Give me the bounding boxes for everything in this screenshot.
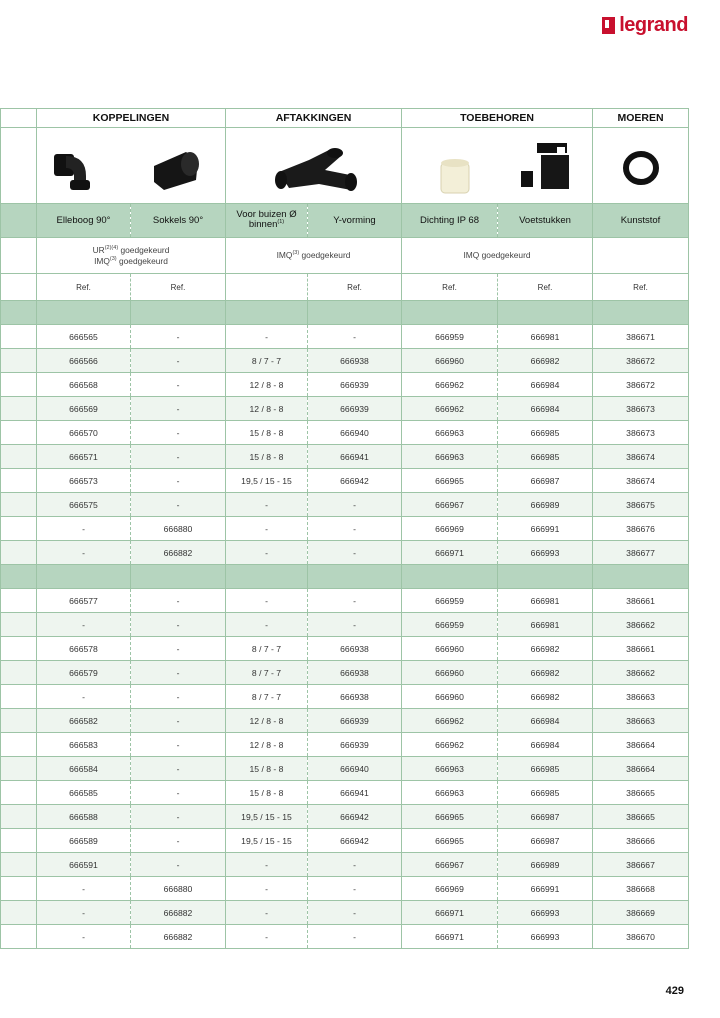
table-cell: 19,5 / 15 - 15 — [226, 469, 308, 493]
table-cell: - — [226, 925, 308, 949]
side-cell — [1, 925, 37, 949]
table-cell: 666963 — [402, 781, 498, 805]
table-cell: - — [37, 901, 131, 925]
table-cell: 666938 — [308, 349, 402, 373]
table-row — [1, 421, 689, 445]
section-band-cell — [131, 301, 226, 325]
table-cell: 386672 — [593, 373, 689, 397]
table-cell: 666939 — [308, 373, 402, 397]
col-sokkels: Sokkels 90° — [131, 204, 226, 238]
table-row — [1, 469, 689, 493]
certification-row — [1, 238, 689, 274]
table-cell: 19,5 / 15 - 15 — [226, 829, 308, 853]
table-cell: 8 / 7 - 7 — [226, 661, 308, 685]
side-cell — [1, 685, 37, 709]
table-cell: - — [226, 901, 308, 925]
side-cell — [1, 325, 37, 349]
table-cell: 15 / 8 - 8 — [226, 421, 308, 445]
table-cell: 666962 — [402, 397, 498, 421]
section-band-cell — [402, 565, 498, 589]
table-cell: - — [131, 421, 226, 445]
logo-text: legrand — [619, 14, 688, 36]
side-cell — [1, 613, 37, 637]
table-cell: 12 / 8 - 8 — [226, 733, 308, 757]
table-cell: - — [131, 661, 226, 685]
table-cell: - — [131, 325, 226, 349]
table-cell: - — [131, 805, 226, 829]
table-cell: 666965 — [402, 805, 498, 829]
table-cell: 386674 — [593, 445, 689, 469]
side-cell — [1, 493, 37, 517]
table-cell: 15 / 8 - 8 — [226, 445, 308, 469]
image-row — [1, 128, 689, 204]
table-cell: 666960 — [402, 349, 498, 373]
table-cell: 666989 — [498, 493, 593, 517]
table-row — [1, 685, 689, 709]
table-row — [1, 853, 689, 877]
table-cell: 666985 — [498, 757, 593, 781]
section-band-cell — [1, 565, 37, 589]
side-cell — [1, 853, 37, 877]
group-aftakkingen: AFTAKKINGEN — [226, 109, 402, 128]
table-cell: 386666 — [593, 829, 689, 853]
table-cell: 666591 — [37, 853, 131, 877]
side-cell — [1, 109, 37, 128]
table-cell: - — [226, 589, 308, 613]
table-cell: 12 / 8 - 8 — [226, 397, 308, 421]
side-cell — [1, 274, 37, 301]
col-dichting: Dichting IP 68 — [402, 204, 498, 238]
note-mark: (1) — [277, 219, 285, 226]
table-cell: 8 / 7 - 7 — [226, 637, 308, 661]
table-cell: 12 / 8 - 8 — [226, 373, 308, 397]
side-cell — [1, 238, 37, 274]
table-cell: - — [131, 397, 226, 421]
legrand-logo — [602, 14, 688, 37]
table-cell: - — [131, 733, 226, 757]
table-cell: - — [308, 901, 402, 925]
table-cell: 666583 — [37, 733, 131, 757]
table-cell: 666939 — [308, 709, 402, 733]
table-cell: 386661 — [593, 637, 689, 661]
table-cell: 386662 — [593, 613, 689, 637]
table-cell: 666939 — [308, 397, 402, 421]
koppelingen-cert — [37, 238, 226, 274]
table-row — [1, 733, 689, 757]
table-cell: 666938 — [308, 637, 402, 661]
table-row — [1, 901, 689, 925]
table-cell: 666991 — [498, 517, 593, 541]
table-cell: 666987 — [498, 829, 593, 853]
moer-ring-icon — [611, 136, 671, 196]
col-elleboog: Elleboog 90° — [37, 204, 131, 238]
table-cell: 666962 — [402, 709, 498, 733]
col-voetstukken: Voetstukken — [498, 204, 593, 238]
section-band-cell — [593, 301, 689, 325]
table-cell: - — [226, 877, 308, 901]
table-cell: 666577 — [37, 589, 131, 613]
table-cell: 386664 — [593, 733, 689, 757]
table-row — [1, 445, 689, 469]
table-cell: 386668 — [593, 877, 689, 901]
table-cell: - — [226, 541, 308, 565]
section-band-cell — [593, 565, 689, 589]
side-cell — [1, 781, 37, 805]
table-cell: 666985 — [498, 421, 593, 445]
table-cell: 666584 — [37, 757, 131, 781]
table-cell: 386677 — [593, 541, 689, 565]
table-cell: 386674 — [593, 469, 689, 493]
table-cell: - — [308, 925, 402, 949]
table-row — [1, 517, 689, 541]
logo-mark — [602, 17, 615, 34]
side-cell — [1, 541, 37, 565]
table-cell: - — [131, 373, 226, 397]
table-cell: - — [308, 325, 402, 349]
side-cell — [1, 805, 37, 829]
table-cell: 666971 — [402, 925, 498, 949]
table-cell: 386672 — [593, 349, 689, 373]
table-cell: 386676 — [593, 517, 689, 541]
table-cell: 666880 — [131, 877, 226, 901]
table-cell: 666989 — [498, 853, 593, 877]
ref-empty — [226, 274, 308, 301]
table-cell: - — [131, 589, 226, 613]
table-cell: 666962 — [402, 373, 498, 397]
table-cell: 666570 — [37, 421, 131, 445]
y-fitting-icon — [229, 136, 399, 196]
table-cell: 8 / 7 - 7 — [226, 349, 308, 373]
table-cell: 666941 — [308, 781, 402, 805]
section-band-cell — [498, 565, 593, 589]
table-cell: 666984 — [498, 397, 593, 421]
table-cell: - — [308, 541, 402, 565]
cert-note: (2)(4) — [104, 245, 119, 252]
section-band-cell — [37, 301, 131, 325]
table-cell: 666963 — [402, 757, 498, 781]
table-cell: - — [308, 493, 402, 517]
section-band-cell — [1, 301, 37, 325]
side-cell — [1, 637, 37, 661]
page-number: 429 — [665, 985, 684, 997]
col-kunststof: Kunststof — [593, 204, 689, 238]
table-cell: 666993 — [498, 901, 593, 925]
table-cell: 386675 — [593, 493, 689, 517]
table-cell: 666959 — [402, 613, 498, 637]
table-cell: 666971 — [402, 901, 498, 925]
table-cell: 666982 — [498, 661, 593, 685]
table-cell: 666960 — [402, 637, 498, 661]
section-band-cell — [402, 301, 498, 325]
aftakkingen-cert — [226, 238, 402, 274]
side-cell — [1, 517, 37, 541]
table-cell: 666969 — [402, 877, 498, 901]
table-cell: 386673 — [593, 421, 689, 445]
table-cell: 386661 — [593, 589, 689, 613]
side-cell — [1, 901, 37, 925]
table-row — [1, 325, 689, 349]
table-cell: 386662 — [593, 661, 689, 685]
table-cell: 386663 — [593, 685, 689, 709]
table-cell: 666962 — [402, 733, 498, 757]
col-voor-buizen-label: Voor buizen Ø binnen — [236, 209, 297, 231]
table-row — [1, 805, 689, 829]
table-row — [1, 877, 689, 901]
table-cell: 386665 — [593, 781, 689, 805]
table-cell: 666984 — [498, 733, 593, 757]
ref-label: Ref. — [131, 274, 226, 301]
section-band-cell — [131, 565, 226, 589]
cert-text: goedgekeurd — [118, 255, 168, 266]
table-row — [1, 613, 689, 637]
table-cell: 666882 — [131, 901, 226, 925]
side-cell — [1, 733, 37, 757]
moeren-image — [593, 128, 689, 204]
section-band-cell — [308, 301, 402, 325]
table-cell: - — [131, 637, 226, 661]
side-cell — [1, 709, 37, 733]
table-cell: - — [131, 445, 226, 469]
cert-note: (3) — [109, 255, 117, 262]
table-cell: 666568 — [37, 373, 131, 397]
table-cell: - — [37, 541, 131, 565]
side-cell — [1, 829, 37, 853]
table-cell: 666579 — [37, 661, 131, 685]
table-cell: 666942 — [308, 829, 402, 853]
table-row — [1, 829, 689, 853]
group-toebehoren: TOEBEHOREN — [402, 109, 593, 128]
ref-row — [1, 274, 689, 301]
ref-label: Ref. — [308, 274, 402, 301]
table-cell: 666963 — [402, 421, 498, 445]
table-cell: 666987 — [498, 805, 593, 829]
table-cell: 666882 — [131, 925, 226, 949]
table-cell: - — [226, 853, 308, 877]
moeren-cert — [593, 238, 689, 274]
side-cell — [1, 128, 37, 204]
ref-label: Ref. — [402, 274, 498, 301]
toebehoren-cert: IMQ goedgekeurd — [402, 238, 593, 274]
table-cell: 666982 — [498, 349, 593, 373]
table-cell: 666589 — [37, 829, 131, 853]
table-cell: 666575 — [37, 493, 131, 517]
side-cell — [1, 877, 37, 901]
side-cell — [1, 757, 37, 781]
table-cell: 666967 — [402, 493, 498, 517]
side-cell — [1, 589, 37, 613]
table-cell: 666965 — [402, 829, 498, 853]
table-cell: - — [131, 709, 226, 733]
koppelingen-image — [37, 128, 226, 204]
table-cell: 666985 — [498, 445, 593, 469]
table-cell: - — [37, 685, 131, 709]
section-band-2 — [1, 565, 689, 589]
table-cell: - — [131, 853, 226, 877]
table-cell: 666981 — [498, 325, 593, 349]
ref-label: Ref. — [498, 274, 593, 301]
table-cell: 666984 — [498, 709, 593, 733]
table-cell: 666959 — [402, 325, 498, 349]
table-cell: 666982 — [498, 685, 593, 709]
cert-imq: IMQ — [94, 255, 110, 266]
section-band-cell — [226, 301, 308, 325]
table-cell: 19,5 / 15 - 15 — [226, 805, 308, 829]
table-cell: 386667 — [593, 853, 689, 877]
table-cell: - — [226, 325, 308, 349]
table-cell: 666938 — [308, 661, 402, 685]
table-cell: - — [226, 517, 308, 541]
table-cell: - — [308, 589, 402, 613]
table-cell: 666566 — [37, 349, 131, 373]
table-cell: - — [131, 349, 226, 373]
side-cell — [1, 469, 37, 493]
table-cell: - — [131, 493, 226, 517]
table-cell: 666942 — [308, 469, 402, 493]
table-cell: 666991 — [498, 877, 593, 901]
table-cell: 386663 — [593, 709, 689, 733]
section-band-cell — [498, 301, 593, 325]
table-cell: - — [308, 613, 402, 637]
table-cell: 666960 — [402, 685, 498, 709]
table-cell: 666573 — [37, 469, 131, 493]
table-cell: 386670 — [593, 925, 689, 949]
ref-label: Ref. — [593, 274, 689, 301]
table-cell: 386673 — [593, 397, 689, 421]
toebehoren-image — [402, 128, 593, 204]
table-cell: 666967 — [402, 853, 498, 877]
section-band-cell — [226, 565, 308, 589]
table-row — [1, 397, 689, 421]
table-row — [1, 541, 689, 565]
table-row — [1, 709, 689, 733]
product-table — [0, 108, 689, 949]
side-cell — [1, 421, 37, 445]
table-cell: 666569 — [37, 397, 131, 421]
table-cell: 386669 — [593, 901, 689, 925]
table-cell: 666941 — [308, 445, 402, 469]
section-band-cell — [308, 565, 402, 589]
table-cell: 666985 — [498, 781, 593, 805]
table-cell: - — [131, 757, 226, 781]
side-cell — [1, 349, 37, 373]
table-cell: 386664 — [593, 757, 689, 781]
table-cell: 666982 — [498, 637, 593, 661]
table-cell: 666880 — [131, 517, 226, 541]
table-cell: 666588 — [37, 805, 131, 829]
table-cell: 666993 — [498, 925, 593, 949]
table-cell: - — [226, 613, 308, 637]
side-cell — [1, 204, 37, 238]
table-row — [1, 757, 689, 781]
table-cell: 666969 — [402, 517, 498, 541]
table-cell: 666938 — [308, 685, 402, 709]
table-cell: 666585 — [37, 781, 131, 805]
table-cell: - — [131, 469, 226, 493]
table-cell: - — [131, 613, 226, 637]
table-cell: 666565 — [37, 325, 131, 349]
table-cell: - — [131, 781, 226, 805]
table-cell: - — [131, 685, 226, 709]
table-row — [1, 661, 689, 685]
section-band-cell — [37, 565, 131, 589]
cert-text: goedgekeurd — [301, 250, 351, 261]
koppelingen-product-icon — [46, 136, 216, 196]
table-cell: 666993 — [498, 541, 593, 565]
group-header-row — [1, 109, 689, 128]
table-cell: 666571 — [37, 445, 131, 469]
table-cell: 386665 — [593, 805, 689, 829]
table-row — [1, 781, 689, 805]
table-cell: - — [37, 925, 131, 949]
table-cell: 666981 — [498, 613, 593, 637]
side-cell — [1, 373, 37, 397]
table-cell: 8 / 7 - 7 — [226, 685, 308, 709]
table-cell: 666940 — [308, 757, 402, 781]
table-row — [1, 637, 689, 661]
table-cell: - — [37, 877, 131, 901]
column-names-row — [1, 204, 689, 238]
table-cell: - — [37, 613, 131, 637]
table-cell: - — [37, 517, 131, 541]
side-cell — [1, 661, 37, 685]
table-cell: - — [308, 517, 402, 541]
table-cell: 666987 — [498, 469, 593, 493]
table-row — [1, 349, 689, 373]
table-cell: 666578 — [37, 637, 131, 661]
table-cell: 666959 — [402, 589, 498, 613]
table-row — [1, 589, 689, 613]
table-cell: 666882 — [131, 541, 226, 565]
table-cell: 666940 — [308, 421, 402, 445]
cert-note: (3) — [292, 250, 300, 257]
aftakkingen-image — [226, 128, 402, 204]
table-cell: - — [308, 853, 402, 877]
table-cell: 12 / 8 - 8 — [226, 709, 308, 733]
table-cell: 666984 — [498, 373, 593, 397]
table-cell: 15 / 8 - 8 — [226, 757, 308, 781]
table-cell: 666971 — [402, 541, 498, 565]
table-cell: - — [308, 877, 402, 901]
table-cell: 666942 — [308, 805, 402, 829]
col-y-vorming: Y-vorming — [308, 204, 402, 238]
table-row — [1, 373, 689, 397]
table-cell: 666960 — [402, 661, 498, 685]
table-cell: 386671 — [593, 325, 689, 349]
side-cell — [1, 397, 37, 421]
group-moeren: MOEREN — [593, 109, 689, 128]
table-cell: 666939 — [308, 733, 402, 757]
section-band-1 — [1, 301, 689, 325]
ref-label: Ref. — [37, 274, 131, 301]
table-cell: - — [131, 829, 226, 853]
col-voor-buizen — [226, 204, 308, 238]
table-cell: 666981 — [498, 589, 593, 613]
table-row — [1, 925, 689, 949]
table-row — [1, 493, 689, 517]
cert-ur: UR — [92, 244, 105, 255]
toebehoren-icons — [407, 133, 587, 199]
side-cell — [1, 445, 37, 469]
table-cell: 666963 — [402, 445, 498, 469]
group-koppelingen: KOPPELINGEN — [37, 109, 226, 128]
cert-imq: IMQ — [276, 250, 293, 261]
table-cell: 666582 — [37, 709, 131, 733]
cert-text: goedgekeurd — [120, 244, 170, 255]
table-cell: - — [226, 493, 308, 517]
table-cell: 666965 — [402, 469, 498, 493]
table-cell: 15 / 8 - 8 — [226, 781, 308, 805]
